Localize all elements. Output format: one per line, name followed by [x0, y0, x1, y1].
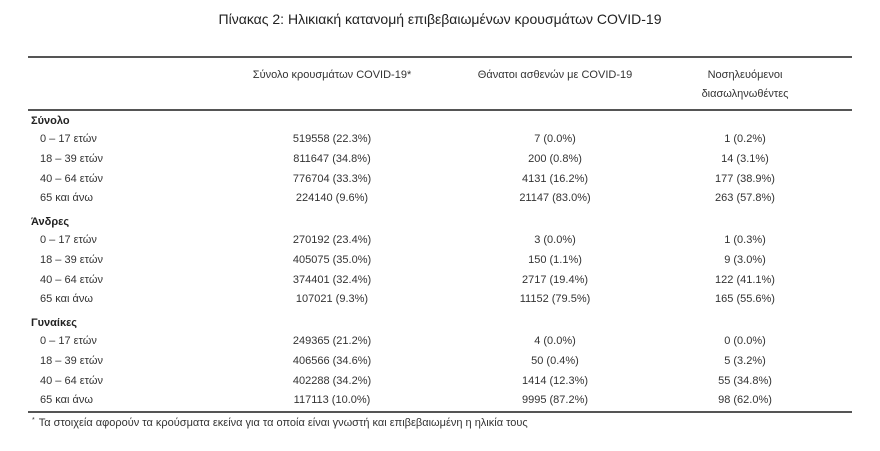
deaths-cell: 11152 (79.5%)	[519, 293, 591, 306]
intubated-cell: 98 (62.0%)	[718, 394, 772, 407]
deaths-cell: 50 (0.4%)	[531, 354, 579, 367]
section-title: Γυναίκες	[31, 317, 78, 329]
age-group-cell: 40 – 64 ετών	[40, 273, 103, 286]
total-cases-cell: 519558 (22.3%)	[292, 133, 372, 145]
intubated-cell: 0 (0.0%)	[724, 335, 766, 347]
table-row	[0, 169, 880, 189]
header-total-cases: Σύνολο κρουσμάτων COVID-19*	[252, 69, 412, 81]
table-row	[0, 331, 880, 351]
total-cases-cell: 402288 (34.2%)	[292, 374, 372, 387]
deaths-cell: 4131 (16.2%)	[521, 172, 589, 185]
deaths-cell: 7 (0.0%)	[534, 133, 576, 145]
table-row	[0, 390, 880, 410]
total-cases-cell: 406566 (34.6%)	[292, 354, 372, 367]
deaths-cell: 4 (0.0%)	[534, 335, 576, 347]
table-row	[0, 230, 880, 250]
age-group-cell: 0 – 17 ετών	[40, 335, 97, 347]
intubated-cell: 9 (3.0%)	[724, 253, 766, 266]
table-row	[0, 351, 880, 371]
footnote-text: Τα στοιχεία αφορούν τα κρούσματα εκείνα για τα οποία είναι γνωστή και επιβεβαιωμένη η ηλικία τους	[38, 417, 528, 429]
total-cases-cell: 270192 (23.4%)	[292, 234, 372, 246]
table-row	[0, 289, 880, 309]
table-row	[0, 371, 880, 391]
deaths-cell: 3 (0.0%)	[534, 234, 576, 246]
header-intubated-line1: Νοσηλευόμενοι	[707, 69, 783, 81]
age-group-cell: 40 – 64 ετών	[40, 172, 103, 185]
total-cases-cell: 374401 (32.4%)	[292, 273, 372, 286]
section-header-row	[0, 313, 880, 333]
deaths-cell: 1414 (12.3%)	[521, 374, 589, 387]
intubated-cell: 5 (3.2%)	[724, 354, 766, 367]
age-group-cell: 65 και άνω	[40, 293, 93, 306]
age-group-cell: 40 – 64 ετών	[40, 374, 103, 387]
deaths-cell: 2717 (19.4%)	[521, 273, 589, 286]
intubated-cell: 122 (41.1%)	[715, 273, 775, 286]
age-group-cell: 0 – 17 ετών	[40, 234, 97, 246]
total-cases-cell: 811647 (34.8%)	[293, 152, 371, 165]
section-header-row	[0, 212, 880, 232]
intubated-cell: 263 (57.8%)	[715, 192, 775, 205]
table-title: Πίνακας 2: Ηλικιακή κατανομή επιβεβαιωμένων κρουσμάτων COVID-19	[218, 11, 662, 27]
section-title: Σύνολο	[31, 115, 70, 127]
intubated-cell: 165 (55.6%)	[715, 293, 775, 306]
total-cases-cell: 249365 (21.2%)	[292, 335, 372, 347]
footnote-mark: *	[32, 417, 35, 424]
table-row	[0, 149, 880, 169]
age-group-cell: 18 – 39 ετών	[40, 253, 103, 266]
section-header-row	[0, 111, 880, 131]
total-cases-cell: 107021 (9.3%)	[295, 293, 369, 306]
intubated-cell: 1 (0.3%)	[724, 234, 766, 246]
deaths-cell: 21147 (83.0%)	[519, 192, 591, 205]
table-row	[0, 129, 880, 149]
deaths-cell: 9995 (87.2%)	[521, 394, 589, 407]
age-group-cell: 18 – 39 ετών	[40, 354, 103, 367]
top-rule	[28, 56, 852, 58]
total-cases-cell: 224140 (9.6%)	[295, 192, 369, 205]
age-group-cell: 65 και άνω	[40, 394, 93, 407]
intubated-cell: 1 (0.2%)	[724, 133, 766, 145]
table-row	[0, 270, 880, 290]
bottom-rule	[28, 411, 852, 413]
intubated-cell: 14 (3.1%)	[721, 152, 769, 165]
header-intubated-line2: διασωληνωθέντες	[701, 88, 789, 100]
intubated-cell: 177 (38.9%)	[715, 172, 775, 185]
footnote	[32, 417, 528, 429]
total-cases-cell: 405075 (35.0%)	[292, 253, 372, 266]
deaths-cell: 150 (1.1%)	[528, 253, 582, 266]
table-row	[0, 250, 880, 270]
header-deaths: Θάνατοι ασθενών με COVID-19	[477, 69, 633, 81]
table-row	[0, 188, 880, 208]
age-group-cell: 0 – 17 ετών	[40, 133, 97, 145]
section-title: Άνδρες	[31, 216, 70, 228]
age-group-cell: 18 – 39 ετών	[40, 152, 103, 165]
total-cases-cell: 776704 (33.3%)	[292, 172, 372, 185]
total-cases-cell: 117113 (10.0%)	[293, 394, 371, 407]
header-intubated	[645, 66, 845, 104]
age-group-cell: 65 και άνω	[40, 192, 93, 205]
intubated-cell: 55 (34.8%)	[718, 374, 772, 387]
deaths-cell: 200 (0.8%)	[528, 152, 582, 165]
